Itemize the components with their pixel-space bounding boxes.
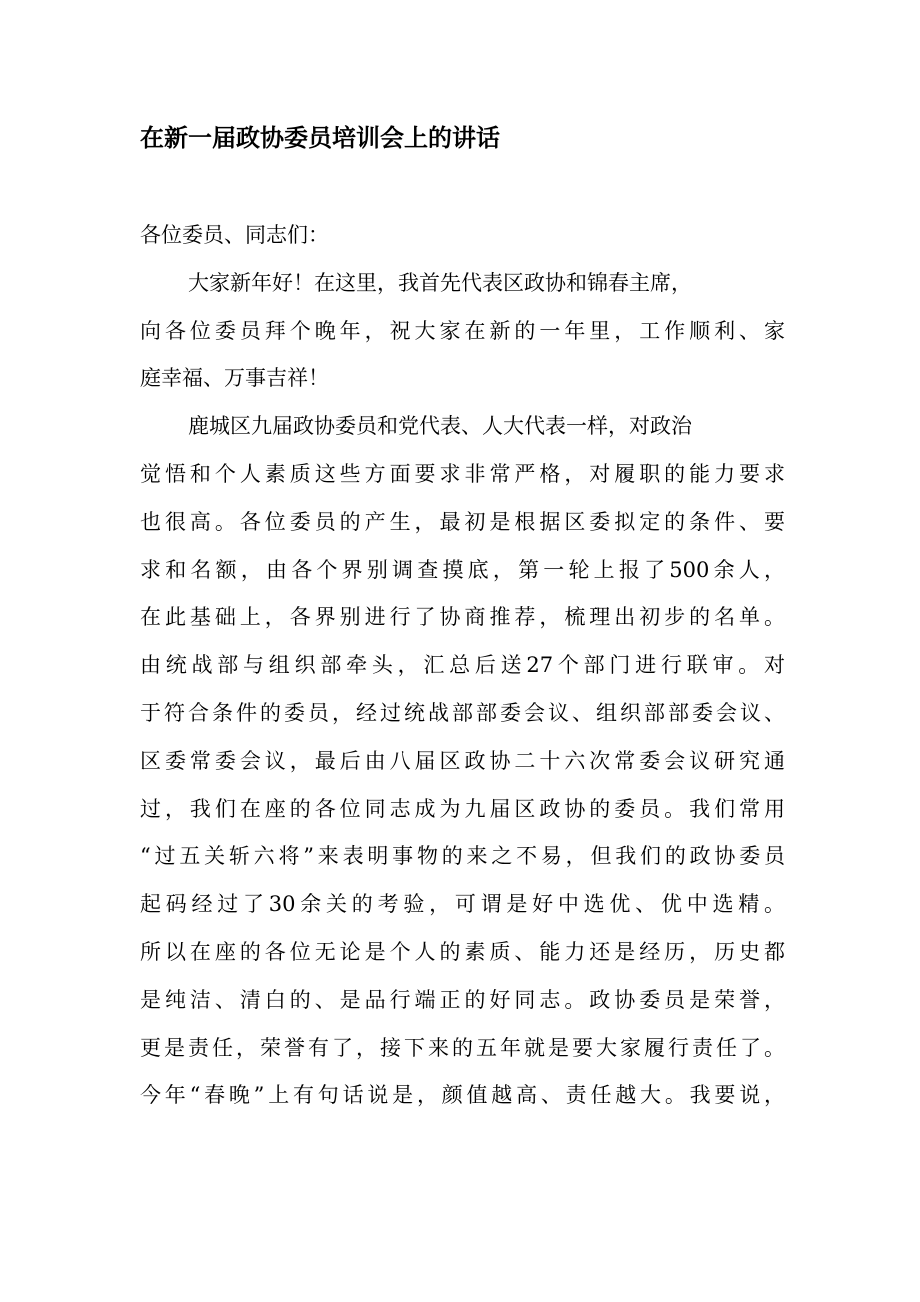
paragraph-line: “过五关斩六将”来表明事物的来之不易，但我们的政协委员 [140, 844, 785, 869]
paragraph-line: 在此基础上，各界别进行了协商推荐，梳理出初步的名单。 [140, 605, 785, 630]
paragraph-line: 由统战部与组织部牵头，汇总后送27个部门进行联审。对 [140, 653, 785, 678]
document-title: 在新一届政协委员培训会上的讲话 [140, 124, 500, 152]
paragraph-line: 所以在座的各位无论是个人的素质、能力还是经历，历史都 [140, 939, 785, 964]
salutation-line: 各位委员、同志们： [140, 223, 329, 247]
paragraph-line: 更是责任，荣誉有了，接下来的五年就是要大家履行责任了。 [140, 1035, 785, 1060]
document-body [140, 212, 785, 1120]
paragraph-line: 过，我们在座的各位同志成为九届区政协的委员。我们常用 [140, 796, 785, 821]
paragraph-line: 起码经过了30余关的考验，可谓是好中选优、优中选精。 [140, 892, 785, 917]
paragraph-committee [140, 403, 785, 1120]
paragraph-line: 于符合条件的委员，经过统战部部委会议、组织部部委会议、 [140, 700, 785, 725]
paragraph-line: 向各位委员拜个晚年，祝大家在新的一年里，工作顺利、家 [140, 318, 785, 343]
paragraph-line: 庭幸福、万事吉祥！ [140, 366, 329, 391]
paragraph-greeting [140, 260, 785, 403]
paragraph-line: 大家新年好！在这里，我首先代表区政协和锦春主席， [188, 270, 692, 295]
paragraph-line: 鹿城区九届政协委员和党代表、人大代表一样，对政治 [188, 414, 692, 439]
paragraph-line: 是纯洁、清白的、是品行端正的好同志。政协委员是荣誉， [140, 987, 785, 1012]
paragraph-line: 也很高。各位委员的产生，最初是根据区委拟定的条件、要 [140, 509, 785, 534]
paragraph-line: 区委常委会议，最后由八届区政协二十六次常委会议研究通 [140, 748, 785, 773]
paragraph-line: 今年“春晚”上有句话说是，颜值越高、责任越大。我要说， [140, 1083, 785, 1108]
paragraph-line: 求和名额，由各个界别调查摸底，第一轮上报了500余人， [140, 557, 785, 582]
paragraph-line: 觉悟和个人素质这些方面要求非常严格，对履职的能力要求 [140, 461, 785, 486]
